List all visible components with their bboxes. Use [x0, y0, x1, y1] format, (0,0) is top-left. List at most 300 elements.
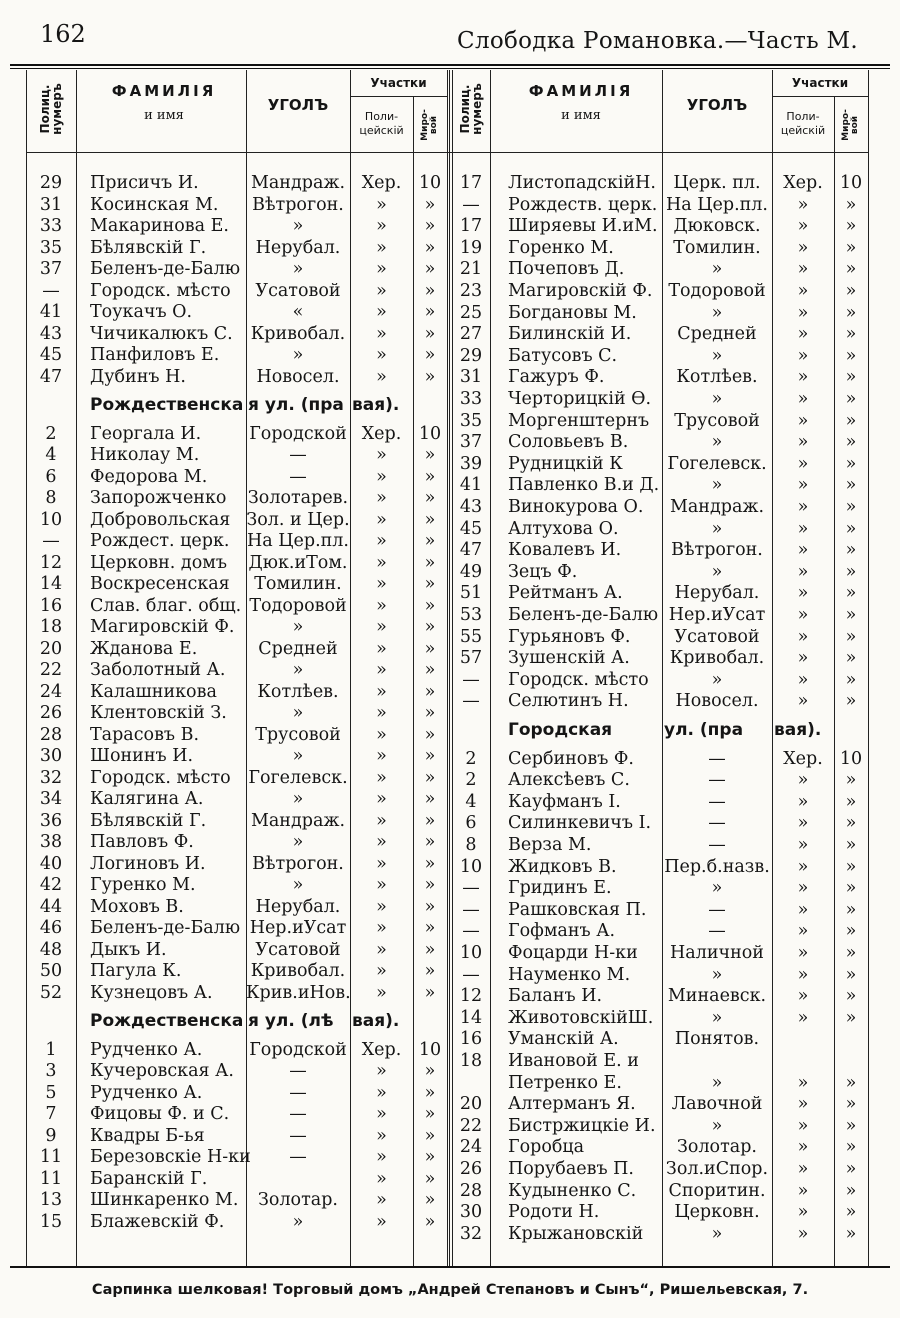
resident-name: Калашникова — [90, 681, 217, 702]
directory-row — [452, 1115, 868, 1137]
street-corner: » — [711, 389, 723, 409]
directory-row — [452, 748, 868, 770]
districts-rule — [350, 96, 447, 97]
directory-row — [26, 466, 447, 488]
resident-name: Крыжановскій — [508, 1223, 644, 1244]
house-number: 33 — [39, 216, 63, 236]
directory-row — [452, 1093, 868, 1115]
directory-row — [26, 509, 447, 531]
civil-district: » — [845, 605, 857, 625]
street-corner: » — [711, 432, 723, 453]
directory-row — [26, 681, 447, 703]
police-district: » — [376, 280, 387, 301]
police-district: » — [797, 835, 809, 855]
resident-name: Бистржицкіе И. — [508, 1115, 656, 1136]
police-district: » — [376, 789, 387, 809]
police-district: » — [376, 531, 387, 551]
house-number: 45 — [39, 345, 63, 365]
police-district: Хер. — [361, 1039, 402, 1060]
police-district: » — [376, 1082, 387, 1103]
civil-district: » — [424, 789, 436, 809]
directory-row — [26, 280, 447, 302]
resident-name: Ширяевы И.иМ. — [508, 216, 658, 237]
street-corner: » — [711, 259, 723, 280]
resident-name: Рождест. церк. — [90, 531, 230, 551]
directory-row — [26, 1103, 447, 1125]
civil-district: » — [845, 856, 857, 877]
police-district: » — [797, 605, 809, 625]
street-corner: » — [292, 875, 304, 895]
directory-row — [26, 323, 447, 345]
police-district: » — [376, 617, 387, 637]
police-district: » — [797, 367, 809, 388]
house-number: 49 — [459, 561, 483, 582]
police-district: » — [376, 982, 387, 1003]
civil-district: » — [845, 1072, 857, 1093]
resident-name: Рудченко А. — [90, 1039, 203, 1060]
street-corner: Дюк.иТом. — [248, 552, 348, 573]
street-corner: Лавочной — [671, 1094, 763, 1115]
resident-name: Макаринова Е. — [90, 216, 229, 236]
section-heading — [26, 1009, 447, 1033]
directory-row — [26, 344, 447, 366]
street-corner: — — [289, 1082, 307, 1103]
directory-row — [26, 552, 447, 574]
house-number: 45 — [459, 518, 483, 539]
street-corner: — — [289, 1147, 307, 1167]
street-corner: Золотарев. — [247, 488, 349, 508]
house-number: — — [42, 531, 60, 551]
street-corner: — — [289, 1125, 307, 1146]
police-district: » — [797, 691, 809, 712]
directory-row — [452, 1007, 868, 1029]
house-number: 12 — [39, 552, 63, 573]
directory-row — [452, 194, 868, 216]
house-number: 18 — [39, 617, 63, 637]
police-district: » — [797, 856, 809, 877]
civil-district: » — [424, 832, 436, 852]
house-number: 14 — [459, 1007, 483, 1028]
directory-row — [26, 874, 447, 896]
house-number: 39 — [459, 453, 483, 474]
districts-rule — [772, 96, 868, 97]
civil-district: » — [845, 1007, 857, 1028]
section-heading-part: я ул. (лѣ — [248, 1011, 334, 1031]
street-corner: Мандраж. — [250, 173, 346, 193]
resident-name: Церковн. домъ — [90, 552, 227, 573]
police-district: » — [797, 899, 809, 920]
civil-district: » — [424, 617, 436, 637]
resident-name: Силинкевичъ I. — [508, 813, 652, 834]
directory-row — [26, 939, 447, 961]
resident-name: Добровольская — [90, 509, 231, 530]
street-corner: » — [711, 964, 723, 985]
section-heading-part: вая). — [352, 395, 400, 415]
police-district: » — [797, 432, 809, 453]
civil-district: » — [845, 281, 857, 301]
resident-name: Калягина А. — [90, 789, 204, 809]
street-corner: — — [289, 1104, 307, 1124]
police-district: » — [797, 302, 809, 323]
directory-row — [452, 518, 868, 540]
house-number: 32 — [459, 1223, 483, 1244]
street-corner: Котлѣев. — [257, 681, 339, 702]
civil-district: » — [845, 921, 857, 942]
house-number: 41 — [39, 302, 63, 322]
police-district: » — [376, 302, 387, 322]
page-number: 162 — [40, 20, 86, 48]
police-district: » — [376, 1061, 387, 1081]
resident-name: Городск. мѣсто — [90, 767, 231, 788]
house-number: 47 — [39, 366, 63, 387]
street-corner: Золотар. — [677, 1137, 757, 1158]
directory-row — [452, 453, 868, 475]
resident-name: Сербиновъ Ф. — [508, 748, 634, 769]
civil-district: » — [845, 648, 857, 669]
police-district: » — [376, 703, 387, 723]
house-number: 47 — [459, 540, 483, 561]
directory-row — [26, 301, 447, 323]
civil-district: » — [424, 1190, 436, 1210]
police-district: » — [376, 1211, 387, 1232]
resident-name: Кузнецовъ А. — [90, 982, 213, 1003]
police-district: » — [376, 216, 387, 236]
top-rule — [10, 64, 890, 66]
resident-name: Рудницкій К — [508, 453, 623, 474]
column-header-police: Поли- цейскій — [359, 110, 404, 137]
police-district: » — [376, 1168, 387, 1189]
police-district: » — [797, 281, 809, 301]
house-number: 32 — [39, 767, 63, 788]
resident-name: Ковалевъ И. — [508, 540, 622, 561]
resident-name: Зецъ Ф. — [508, 561, 578, 582]
civil-district: » — [424, 638, 436, 659]
police-district: » — [797, 453, 809, 474]
directory-row — [452, 647, 868, 669]
police-district: » — [797, 345, 809, 366]
directory-row — [452, 1050, 868, 1072]
directory-row — [26, 258, 447, 280]
police-district: » — [797, 389, 809, 409]
resident-name: Уманскій А. — [508, 1029, 619, 1050]
police-district: » — [376, 574, 387, 594]
house-number: 2 — [45, 423, 57, 444]
resident-name: Соловьевъ В. — [508, 432, 629, 453]
street-corner: Трусовой — [674, 410, 760, 431]
street-corner: » — [711, 1223, 723, 1244]
resident-name: Черторицкій Ѳ. — [508, 389, 652, 409]
civil-district: » — [424, 681, 436, 702]
civil-district: » — [424, 345, 436, 365]
house-number: — — [462, 669, 480, 690]
street-corner: Зол. и Цер. — [246, 509, 350, 530]
street-corner: Наличной — [670, 943, 764, 963]
civil-district: » — [424, 445, 436, 465]
street-corner: Котлѣев. — [676, 367, 758, 388]
resident-name: Логиновъ И. — [90, 853, 206, 874]
street-corner: » — [292, 660, 304, 680]
street-corner: » — [711, 1072, 723, 1093]
house-number: 52 — [39, 982, 63, 1003]
police-district: » — [376, 746, 387, 766]
police-district: » — [376, 488, 387, 508]
page-title: Слободка Романовка.—Часть М. — [457, 28, 858, 54]
directory-row — [452, 474, 868, 496]
street-corner: Минаевск. — [667, 986, 767, 1007]
section-heading — [452, 718, 868, 742]
civil-district: » — [424, 703, 436, 723]
civil-district: » — [845, 986, 857, 1007]
resident-name: Почеповъ Д. — [508, 259, 625, 280]
civil-district: » — [424, 595, 436, 616]
house-number: 6 — [45, 466, 57, 487]
civil-district: » — [845, 1094, 857, 1115]
street-corner: » — [292, 832, 304, 852]
house-number: 50 — [39, 961, 63, 981]
resident-name: Винокурова О. — [508, 497, 644, 517]
civil-district: 10 — [418, 1039, 442, 1060]
street-corner: » — [711, 475, 723, 496]
police-district: » — [797, 237, 809, 258]
civil-district: » — [424, 574, 436, 594]
civil-district: » — [424, 939, 436, 960]
resident-name: Фоцарди Н-ки — [508, 943, 638, 963]
civil-district: » — [845, 770, 857, 791]
police-district: » — [797, 540, 809, 561]
resident-name: Квадры Б-ья — [90, 1125, 205, 1146]
house-number: 55 — [459, 626, 483, 647]
top-rule-thin — [10, 68, 890, 69]
civil-district: » — [845, 791, 857, 812]
house-number: 28 — [459, 1180, 483, 1201]
resident-name: Присичъ И. — [90, 173, 199, 193]
civil-district: » — [845, 964, 857, 985]
resident-name: Селютинъ Н. — [508, 691, 629, 712]
civil-district: » — [424, 488, 436, 508]
street-corner: Новосел. — [675, 691, 759, 712]
street-corner: На Цер.пл. — [247, 531, 349, 551]
house-number: 26 — [459, 1159, 483, 1179]
resident-name: Федорова М. — [90, 466, 208, 487]
house-number: 4 — [465, 791, 477, 812]
street-corner: — — [708, 921, 726, 942]
house-number: 30 — [39, 746, 63, 766]
civil-district: » — [845, 691, 857, 712]
street-corner: Споритин. — [668, 1180, 766, 1201]
house-number: 18 — [459, 1051, 483, 1071]
street-corner: Нер.иУсат — [668, 605, 766, 625]
resident-name: Зушенскій А. — [508, 648, 630, 669]
house-number: — — [462, 921, 480, 942]
resident-name: Заболотный А. — [90, 660, 226, 680]
police-district: » — [376, 853, 387, 874]
house-number: 10 — [459, 943, 483, 963]
resident-name: Кучеровская А. — [90, 1061, 234, 1081]
house-number: 34 — [39, 789, 63, 809]
civil-district: » — [845, 561, 857, 582]
column-header-corner: УГОЛЪ — [686, 96, 748, 114]
directory-row — [452, 237, 868, 259]
police-district: » — [797, 1007, 809, 1028]
street-corner: Церк. пл. — [673, 173, 761, 193]
resident-name: Богдановы М. — [508, 302, 637, 323]
street-corner: » — [711, 302, 723, 323]
resident-name: Запорожченко — [90, 488, 227, 508]
directory-row — [452, 769, 868, 791]
directory-row — [26, 960, 447, 982]
directory-row — [26, 853, 447, 875]
street-corner: Гогелевск. — [248, 767, 348, 788]
directory-row — [452, 964, 868, 986]
police-district: » — [376, 918, 387, 938]
civil-district: » — [424, 302, 436, 322]
civil-district: » — [845, 1223, 857, 1244]
directory-row — [452, 920, 868, 942]
bottom-rule — [10, 1266, 890, 1268]
street-corner: Кривобал. — [250, 323, 346, 344]
resident-name: Баранскій Г. — [90, 1168, 208, 1189]
civil-district: » — [845, 540, 857, 561]
police-district: Хер. — [783, 748, 823, 769]
civil-district: » — [845, 813, 857, 834]
resident-name: ЛистопадскійН. — [508, 173, 656, 193]
civil-district: » — [424, 853, 436, 874]
street-corner: — — [289, 1061, 307, 1081]
directory-row — [26, 1125, 447, 1147]
civil-district: » — [845, 302, 857, 323]
directory-row — [452, 496, 868, 518]
resident-name: Шинкаренко М. — [90, 1190, 239, 1210]
street-corner: Гогелевск. — [667, 453, 767, 474]
directory-row — [452, 582, 868, 604]
police-district: » — [376, 724, 387, 745]
directory-row — [26, 595, 447, 617]
resident-name: Тарасовъ В. — [90, 724, 200, 745]
resident-name: Алексѣевъ С. — [508, 770, 630, 791]
resident-name: Дубинъ Н. — [90, 366, 186, 387]
civil-district: 10 — [418, 173, 442, 193]
directory-row — [452, 791, 868, 813]
directory-row — [26, 831, 447, 853]
directory-row — [452, 1223, 868, 1245]
street-corner: Золотар. — [258, 1190, 338, 1210]
directory-row — [452, 690, 868, 712]
street-corner: » — [292, 789, 304, 809]
civil-district: » — [424, 1104, 436, 1124]
resident-name: Рейтманъ А. — [508, 583, 623, 604]
police-district: » — [376, 366, 387, 387]
directory-row — [26, 788, 447, 810]
street-corner: Кривобал. — [669, 648, 765, 669]
directory-row — [452, 172, 868, 194]
street-corner: Понятов. — [674, 1029, 760, 1050]
street-corner: Томилин. — [673, 237, 761, 258]
street-corner: Новосел. — [256, 366, 340, 387]
resident-name: Рудченко А. — [90, 1082, 203, 1103]
directory-row — [26, 423, 447, 445]
civil-district: » — [845, 1180, 857, 1201]
directory-row — [26, 616, 447, 638]
civil-district: » — [424, 1211, 436, 1232]
house-number: 5 — [45, 1082, 57, 1103]
street-corner: Городской — [249, 423, 347, 444]
civil-district: » — [845, 345, 857, 366]
civil-district: » — [845, 1159, 857, 1179]
police-district: » — [376, 660, 387, 680]
directory-row — [26, 1211, 447, 1233]
resident-name: Гурьяновъ Ф. — [508, 626, 631, 647]
header-rule — [26, 152, 868, 153]
civil-district: » — [424, 280, 436, 301]
civil-district: » — [424, 982, 436, 1003]
civil-district: 10 — [839, 173, 863, 193]
directory-row — [452, 323, 868, 345]
directory-row — [452, 258, 868, 280]
resident-name: Жданова Е. — [90, 638, 198, 659]
police-district: » — [797, 1115, 809, 1136]
resident-name: Городск. мѣсто — [90, 280, 231, 301]
directory-row — [452, 812, 868, 834]
police-district: » — [797, 1159, 809, 1179]
column-header-name: ФАМИЛІЯ — [111, 82, 217, 100]
directory-row — [452, 1028, 868, 1050]
police-district: Хер. — [783, 173, 823, 193]
house-number: 12 — [459, 986, 483, 1007]
resident-name: Порубаевъ П. — [508, 1159, 634, 1179]
house-number: 8 — [45, 488, 57, 508]
street-corner: » — [711, 518, 723, 539]
street-corner: » — [292, 703, 304, 723]
directory-row — [26, 530, 447, 552]
house-number: 11 — [39, 1168, 63, 1189]
police-district: » — [376, 896, 387, 917]
police-district: » — [797, 1180, 809, 1201]
resident-name: Павловъ Ф. — [90, 832, 194, 852]
civil-district: » — [424, 1125, 436, 1146]
house-number: 40 — [39, 853, 63, 874]
house-number: 17 — [459, 216, 483, 237]
directory-row — [26, 444, 447, 466]
street-corner: Вѣтрогон. — [252, 194, 344, 215]
house-number: 30 — [459, 1202, 483, 1223]
street-corner: » — [292, 1211, 304, 1232]
directory-row — [452, 431, 868, 453]
civil-district: » — [845, 324, 857, 345]
civil-district: » — [845, 669, 857, 690]
house-number: 48 — [39, 939, 63, 960]
police-district: » — [376, 509, 387, 530]
resident-name: Слав. благ. общ. — [90, 595, 242, 616]
resident-name: Пагула К. — [90, 961, 182, 981]
house-number: 2 — [465, 748, 477, 769]
house-number: 15 — [39, 1211, 63, 1232]
street-corner: Трусовой — [255, 724, 341, 745]
resident-name: Шонинъ И. — [90, 746, 194, 766]
police-district: Хер. — [361, 423, 402, 444]
house-number: 10 — [459, 856, 483, 877]
civil-district: » — [845, 497, 857, 517]
civil-district: » — [845, 943, 857, 963]
resident-name: Алтерманъ Я. — [508, 1094, 636, 1115]
civil-district: » — [845, 475, 857, 496]
directory-row — [452, 899, 868, 921]
street-corner: Церковн. — [674, 1202, 760, 1223]
section-heading-part: ул. (пра — [664, 720, 744, 740]
house-number: 42 — [39, 875, 63, 895]
police-district: » — [376, 194, 387, 215]
civil-district: » — [424, 509, 436, 530]
street-corner: На Цер.пл. — [666, 194, 768, 215]
